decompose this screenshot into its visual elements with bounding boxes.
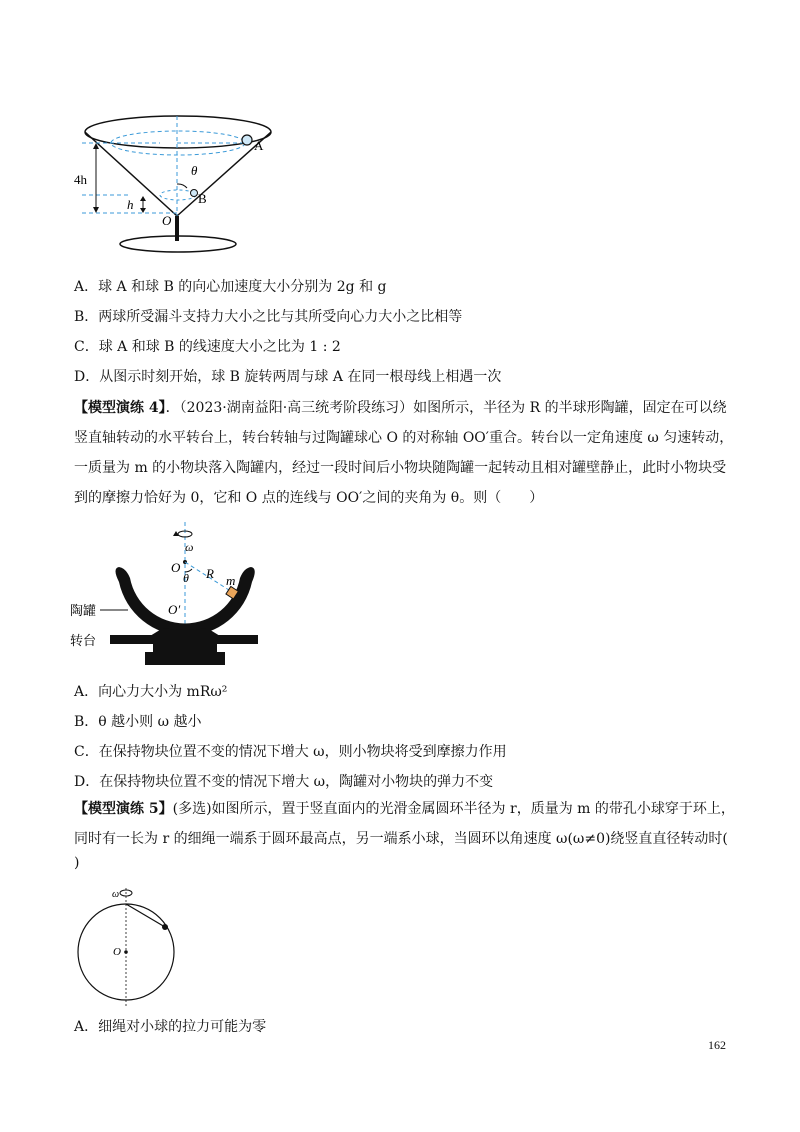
cone-figure	[70, 98, 310, 258]
label-O: O	[113, 946, 121, 958]
q4-line-1	[74, 398, 727, 418]
q4-tag: 【模型演练 4】	[74, 400, 166, 416]
q5-line-2: 同时有一长为 r 的细绳一端系于圆环最高点，另一端系小球，当圆环以角速度 ω(ω≠0)绕竖直直径转动时(	[74, 831, 728, 847]
q5-line-1	[74, 799, 735, 819]
prev-option-a: A．球 A 和球 B 的向心加速度大小分别为 2g 和 g	[74, 279, 387, 295]
q4-option-d: D．在保持物块位置不变的情况下增大 ω，陶罐对小物块的弹力不变	[74, 774, 494, 790]
label-bowl: 陶罐	[70, 603, 97, 618]
q5-text-1: (多选)如图所示，置于竖直面内的光滑金属圆环半径为 r，质量为 m 的带孔小球穿于环上，	[172, 801, 735, 817]
prev-option-c: C．球 A 和球 B 的线速度大小之比为 1 : 2	[74, 339, 341, 355]
ball-A	[242, 135, 252, 145]
q4-line-4: 到的摩擦力恰好为 0，它和 O 点的连线与 OO′之间的夹角为 θ。则（ ）	[74, 490, 544, 506]
label-omega: ω	[112, 889, 120, 900]
label-omega: ω	[185, 540, 194, 554]
bowl-figure	[68, 520, 268, 672]
label-A: A	[254, 138, 264, 153]
q4-line-3: 一质量为 m 的小物块落入陶罐内，经过一段时间后小物块随陶罐一起转动且相对罐壁静止，此时小物块受	[74, 460, 727, 476]
q5-option-a: A．细绳对小球的拉力可能为零	[74, 1019, 267, 1035]
q4-line-2: 竖直轴转动的水平转台上，转台转轴与过陶罐球心 O 的对称轴 OO′重合。转台以一定角速度 ω 匀速转动，	[74, 430, 734, 446]
q5-tag: 【模型演练 5】	[74, 801, 173, 817]
label-theta: θ	[183, 571, 189, 585]
q4-text-1: ．（2023·湖南益阳·高三统考阶段练习）如图所示，半径为 R 的半球形陶罐，固定在可以绕	[165, 400, 727, 416]
prev-option-b: B．两球所受漏斗支持力大小之比与其所受向心力大小之比相等	[74, 309, 463, 325]
label-m: m	[226, 573, 236, 588]
label-R: R	[206, 566, 214, 581]
label-table: 转台	[70, 633, 97, 648]
label-h: h	[127, 197, 134, 212]
page-number: 162	[708, 1038, 726, 1052]
label-O: O	[162, 213, 172, 228]
label-4h: 4h	[74, 172, 87, 187]
q4-option-a: A．向心力大小为 mRω²	[74, 684, 228, 700]
label-theta: θ	[191, 163, 198, 178]
q4-option-c: C．在保持物块位置不变的情况下增大 ω，则小物块将受到摩擦力作用	[74, 744, 507, 760]
ring-figure	[76, 882, 186, 1008]
ball-B	[191, 190, 198, 197]
label-B: B	[198, 191, 207, 206]
label-O: O	[171, 560, 181, 575]
label-O-prime: O′	[168, 602, 181, 617]
prev-option-d: D．从图示时刻开始，球 B 旋转两周与球 A 在同一根母线上相遇一次	[74, 369, 502, 385]
q4-option-b: B．θ 越小则 ω 越小	[74, 714, 202, 730]
q5-line-3: )	[74, 855, 80, 871]
